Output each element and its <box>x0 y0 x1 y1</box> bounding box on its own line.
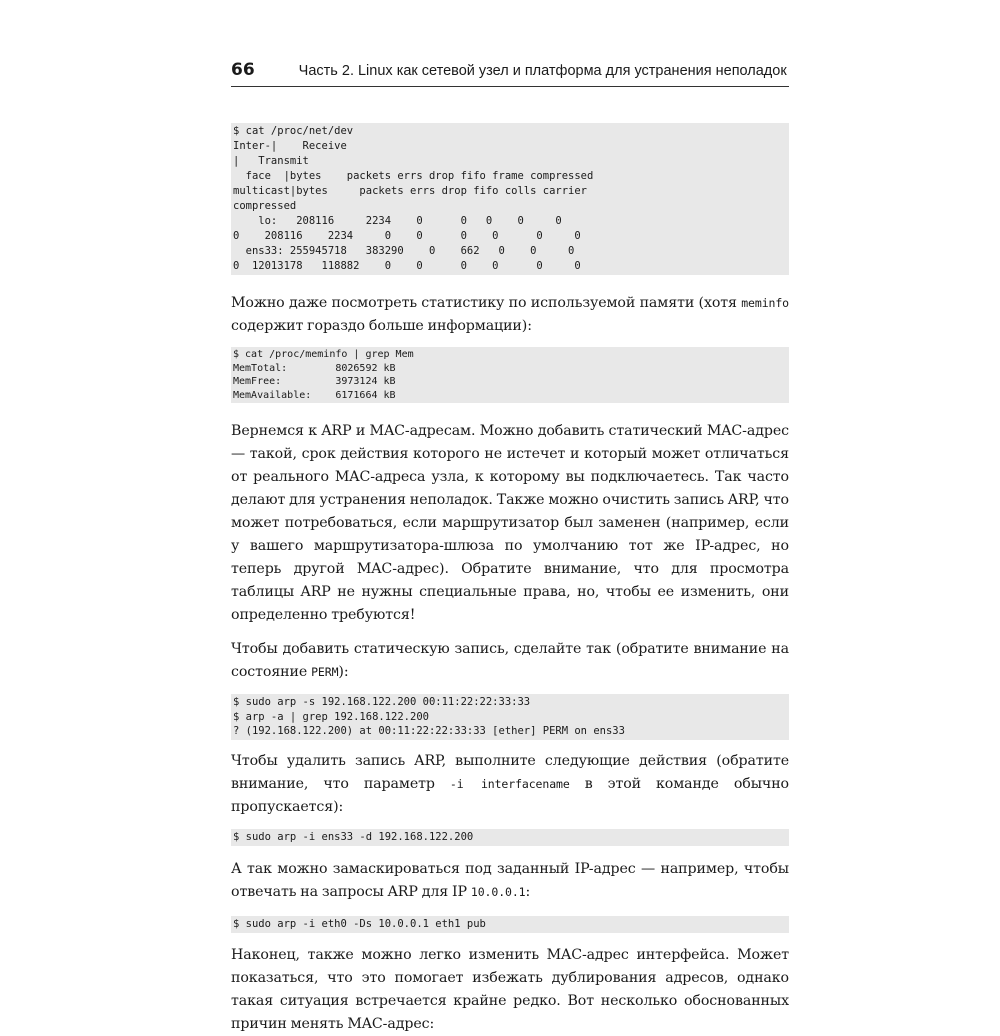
paragraph-delete-entry <box>231 750 789 819</box>
text-span: А так можно замаскироваться под заданный IP-адрес — например, чтобы отвечать на запросы ARP для IP <box>231 860 789 900</box>
inline-code-meminfo: meminfo <box>741 296 789 310</box>
page-header <box>231 60 789 87</box>
inline-code-perm: PERM <box>311 665 339 679</box>
code-block-arp-pub: $ sudo arp -i eth0 -Ds 10.0.0.1 eth1 pub <box>231 916 789 933</box>
paragraph-change-mac: Наконец, также можно легко изменить MAC-адрес интерфейса. Может показаться, что это помогает избежать дублирования адресов, однако такая ситуация встречается крайне редко. Вот несколько обоснованных причин менять MAC-адрес: <box>231 946 789 1032</box>
paragraph-arp-mac: Вернемся к ARP и MAC-адресам. Можно добавить статический MAC-адрес — такой, срок действия которого не истечет и который может отличаться от реального MAC-адреса узла, к которому вы подключаетесь. Так часто делают для устранения неполадок. Также можно очистить запись ARP, что может потребоваться, если маршрутизатор был заменен (например, если у вашего маршрутизатора-шлюза по умолчанию тот же IP-адрес, но теперь другой MAC-адрес). Обратите внимание, что для просмотра таблицы ARP не нужны специальные права, но, чтобы ее изменить, они определенно требуются! <box>231 423 789 623</box>
book-page <box>231 60 789 1036</box>
code-block-arp-delete: $ sudo arp -i ens33 -d 192.168.122.200 <box>231 829 789 846</box>
code-block-meminfo: $ cat /proc/meminfo | grep Mem MemTotal: 8026592 kB MemFree: 3973124 kB MemAvailable: 6171664 kB <box>231 347 789 403</box>
inline-code-ip: 10.0.0.1 <box>470 884 526 899</box>
paragraph-static-entry <box>231 638 789 684</box>
page-number: 66 <box>231 60 255 80</box>
text-span: ): <box>338 664 349 680</box>
paragraph-masquerade <box>231 858 789 904</box>
text-span: : <box>525 883 531 900</box>
code-block-arp-add: $ sudo arp -s 192.168.122.200 00:11:22:22:33:33 $ arp -a | grep 192.168.122.200 ? (192.168.122.200) at 00:11:22:22:33:33 [ether] PERM on ens33 <box>231 694 789 740</box>
text-span: в этой команде обычно пропускается): <box>231 775 789 815</box>
text-span: Чтобы удалить запись ARP, выполните следующие действия (обратите внимание, что параметр <box>231 752 789 792</box>
running-title: Часть 2. Linux как сетевой узел и платформа для устранения неполадок <box>298 63 787 79</box>
text-span: содержит гораздо больше информации): <box>231 318 532 334</box>
code-block-proc-net-dev: $ cat /proc/net/dev Inter-| Receive | Transmit face |bytes packets errs drop fifo frame compressed multicast|bytes packets errs drop fifo colls carrier compressed lo: 208116 2234 0 0 0 0 0 0 208116 2234 0 0 0 0 0 0 ens33: 255945718 383290 0 662 0 0 0 0 12013178 118882 0 0 0 0 0 0 <box>231 123 789 275</box>
text-span: Чтобы добавить статическую запись, сделайте так (обратите внимание на состояние <box>231 641 789 680</box>
inline-code-interfacename: -i interfacename <box>449 776 570 791</box>
paragraph-meminfo-intro <box>231 292 789 338</box>
text-span: Можно даже посмотреть статистику по используемой памяти (хотя <box>231 295 742 311</box>
